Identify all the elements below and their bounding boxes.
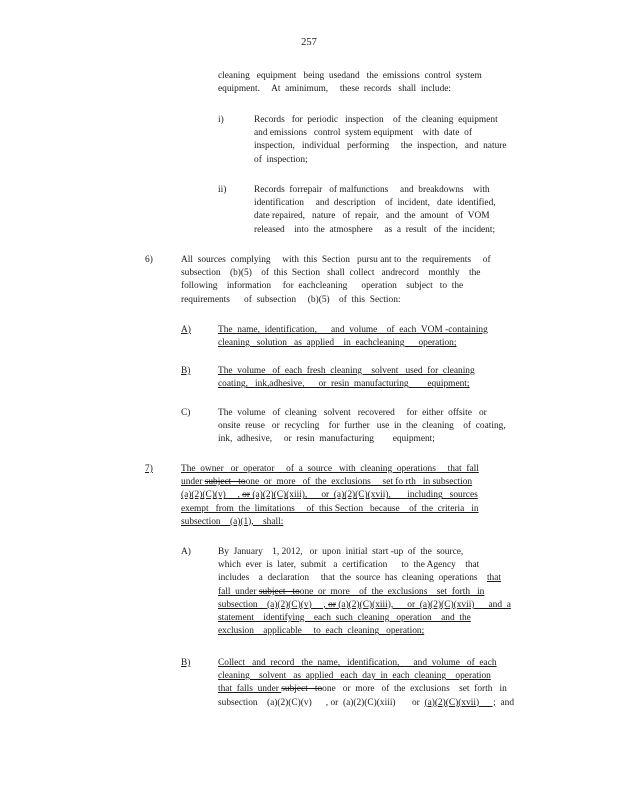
- item-6-text: [181, 254, 531, 307]
- item-label: 6): [145, 255, 153, 265]
- item-i-line: of inspection;: [254, 154, 308, 165]
- item-i-line: and emissions control system equipment with date of: [254, 128, 472, 139]
- text-span: includes a declaration that the source has cleaning operations: [218, 573, 487, 584]
- item-7-text: [181, 463, 531, 529]
- underlined-text: (a)(2)(C)(xvii) ;: [424, 697, 496, 708]
- item-label: i): [218, 115, 224, 125]
- item-ii-line: Records forrepair of malfunctions and breakdowns with: [254, 185, 490, 195]
- item-6c-line: onsite reuse or recycling for further use in the cleaning of coating,: [218, 421, 506, 432]
- item-label: A): [181, 547, 191, 557]
- item-7a-text: [218, 546, 538, 638]
- intro-paragraph: [218, 70, 522, 96]
- text-span: subsection (a)(2)(C)(v) ,: [218, 599, 329, 610]
- item-label: 7): [145, 464, 153, 474]
- item-6a-line: The name, identification, and volume of each VOM -containing: [218, 325, 488, 335]
- item-i-line: Records for periodic inspection of the cleaning equipment: [254, 115, 498, 125]
- text-span: one or more of the exclusions set forth in: [299, 586, 485, 597]
- item-7b-line: [218, 697, 540, 710]
- page-number: 257: [301, 37, 317, 48]
- item-7a-line: By January 1, 2012, or upon initial start -up of the source,: [218, 547, 464, 557]
- text-span: fall under: [218, 586, 259, 597]
- item-7b-line: [218, 683, 540, 696]
- struck-text: subject to: [258, 586, 300, 597]
- item-7a-line: which ever is later, submit a certification to the Agency that: [218, 560, 480, 571]
- item-i-line: inspection, individual performing the inspection, and nature: [254, 141, 507, 152]
- struck-text: or: [242, 490, 250, 501]
- text-span: one or more of the exclusions set fo rth in subsection: [245, 477, 473, 488]
- struck-text: subject to: [204, 477, 246, 488]
- item-6b-line: coating, ink,adhesive, or resin manufacturing equipment;: [218, 379, 470, 390]
- item-6-line: All sources complying with this Section pursu ant to the requirements of: [181, 255, 491, 265]
- item-ii-line: released into the atmosphere as a result of the incident;: [254, 224, 496, 235]
- item-ii-line: date repaired, nature of repair, and the amount of VOM: [254, 211, 490, 222]
- item-6c-line: The volume of cleaning solvent recovered for either offsite or: [218, 408, 487, 418]
- underlined-text: that: [486, 573, 501, 584]
- item-label: B): [181, 658, 191, 668]
- intro-line: cleaning equipment being usedand the emissions control system: [218, 71, 482, 81]
- text-span: and: [495, 697, 515, 708]
- item-7-line: [181, 489, 531, 502]
- item-7a-line: [218, 586, 538, 599]
- text-span: under: [181, 477, 205, 488]
- text-span: (a)(2)(C)(v) ,: [181, 490, 243, 501]
- item-6a-text: [218, 324, 528, 350]
- item-ii-text: [254, 184, 539, 237]
- item-i-text: [254, 114, 539, 167]
- item-6c-line: ink, adhesive, or resin manufacturing equipment;: [218, 434, 435, 445]
- item-7b-line: cleaning solvent as applied each day in each cleaning operation: [218, 671, 491, 682]
- item-label: B): [181, 366, 191, 376]
- item-6c-text: [218, 407, 538, 447]
- item-7a-line: exclusion applicable to each cleaning operation;: [218, 626, 425, 637]
- item-7b-line: Collect and record the name, identification, and volume of each: [218, 658, 497, 668]
- underlined-text: that falls under: [218, 684, 282, 695]
- item-6-line: following information for eachcleaning operation subject to the: [181, 281, 464, 292]
- item-7-line: [181, 476, 531, 489]
- item-7b-text: [218, 657, 540, 710]
- item-label: C): [181, 408, 191, 418]
- intro-line: equipment. At aminimum, these records shall include:: [218, 84, 452, 95]
- item-7-line: The owner or operator of a source with cleaning operations that fall: [181, 464, 479, 474]
- text-span: subsection (a)(2)(C)(v) , or (a)(2)(C)(xiii) or: [218, 697, 425, 708]
- text-span: (a)(2)(C)(xiii), or (a)(2)(C)(xvii) and a: [335, 599, 511, 610]
- item-7-line: subsection (a)(1), shall:: [181, 516, 284, 527]
- item-label: A): [181, 325, 191, 335]
- item-7a-line: [218, 572, 538, 585]
- item-6-line: requirements of subsection (b)(5) of this Section:: [181, 294, 401, 305]
- item-6b-line: The volume of each fresh cleaning solvent used for cleaning: [218, 366, 475, 376]
- item-7a-line: statement identifying each such cleaning operation and the: [218, 613, 471, 624]
- text-span: one or more of the exclusions set forth in: [322, 684, 507, 695]
- struck-text: subject to: [281, 684, 323, 695]
- item-6a-line: cleaning solution as applied in eachcleaning operation;: [218, 338, 457, 349]
- item-6-line: subsection (b)(5) of this Section shall collect andrecord monthly the: [181, 268, 481, 279]
- item-label: ii): [218, 185, 227, 195]
- struck-text: or: [328, 599, 336, 610]
- item-6b-text: [218, 365, 528, 391]
- item-7-line: exempt from the limitations of this Section because of the criteria in: [181, 503, 479, 514]
- item-ii-line: identification and description of incident, date identified,: [254, 198, 496, 209]
- text-span: (a)(2)(C)(xiii), or (a)(2)(C)(xvii), including sources: [249, 490, 478, 501]
- item-7a-line: [218, 599, 538, 612]
